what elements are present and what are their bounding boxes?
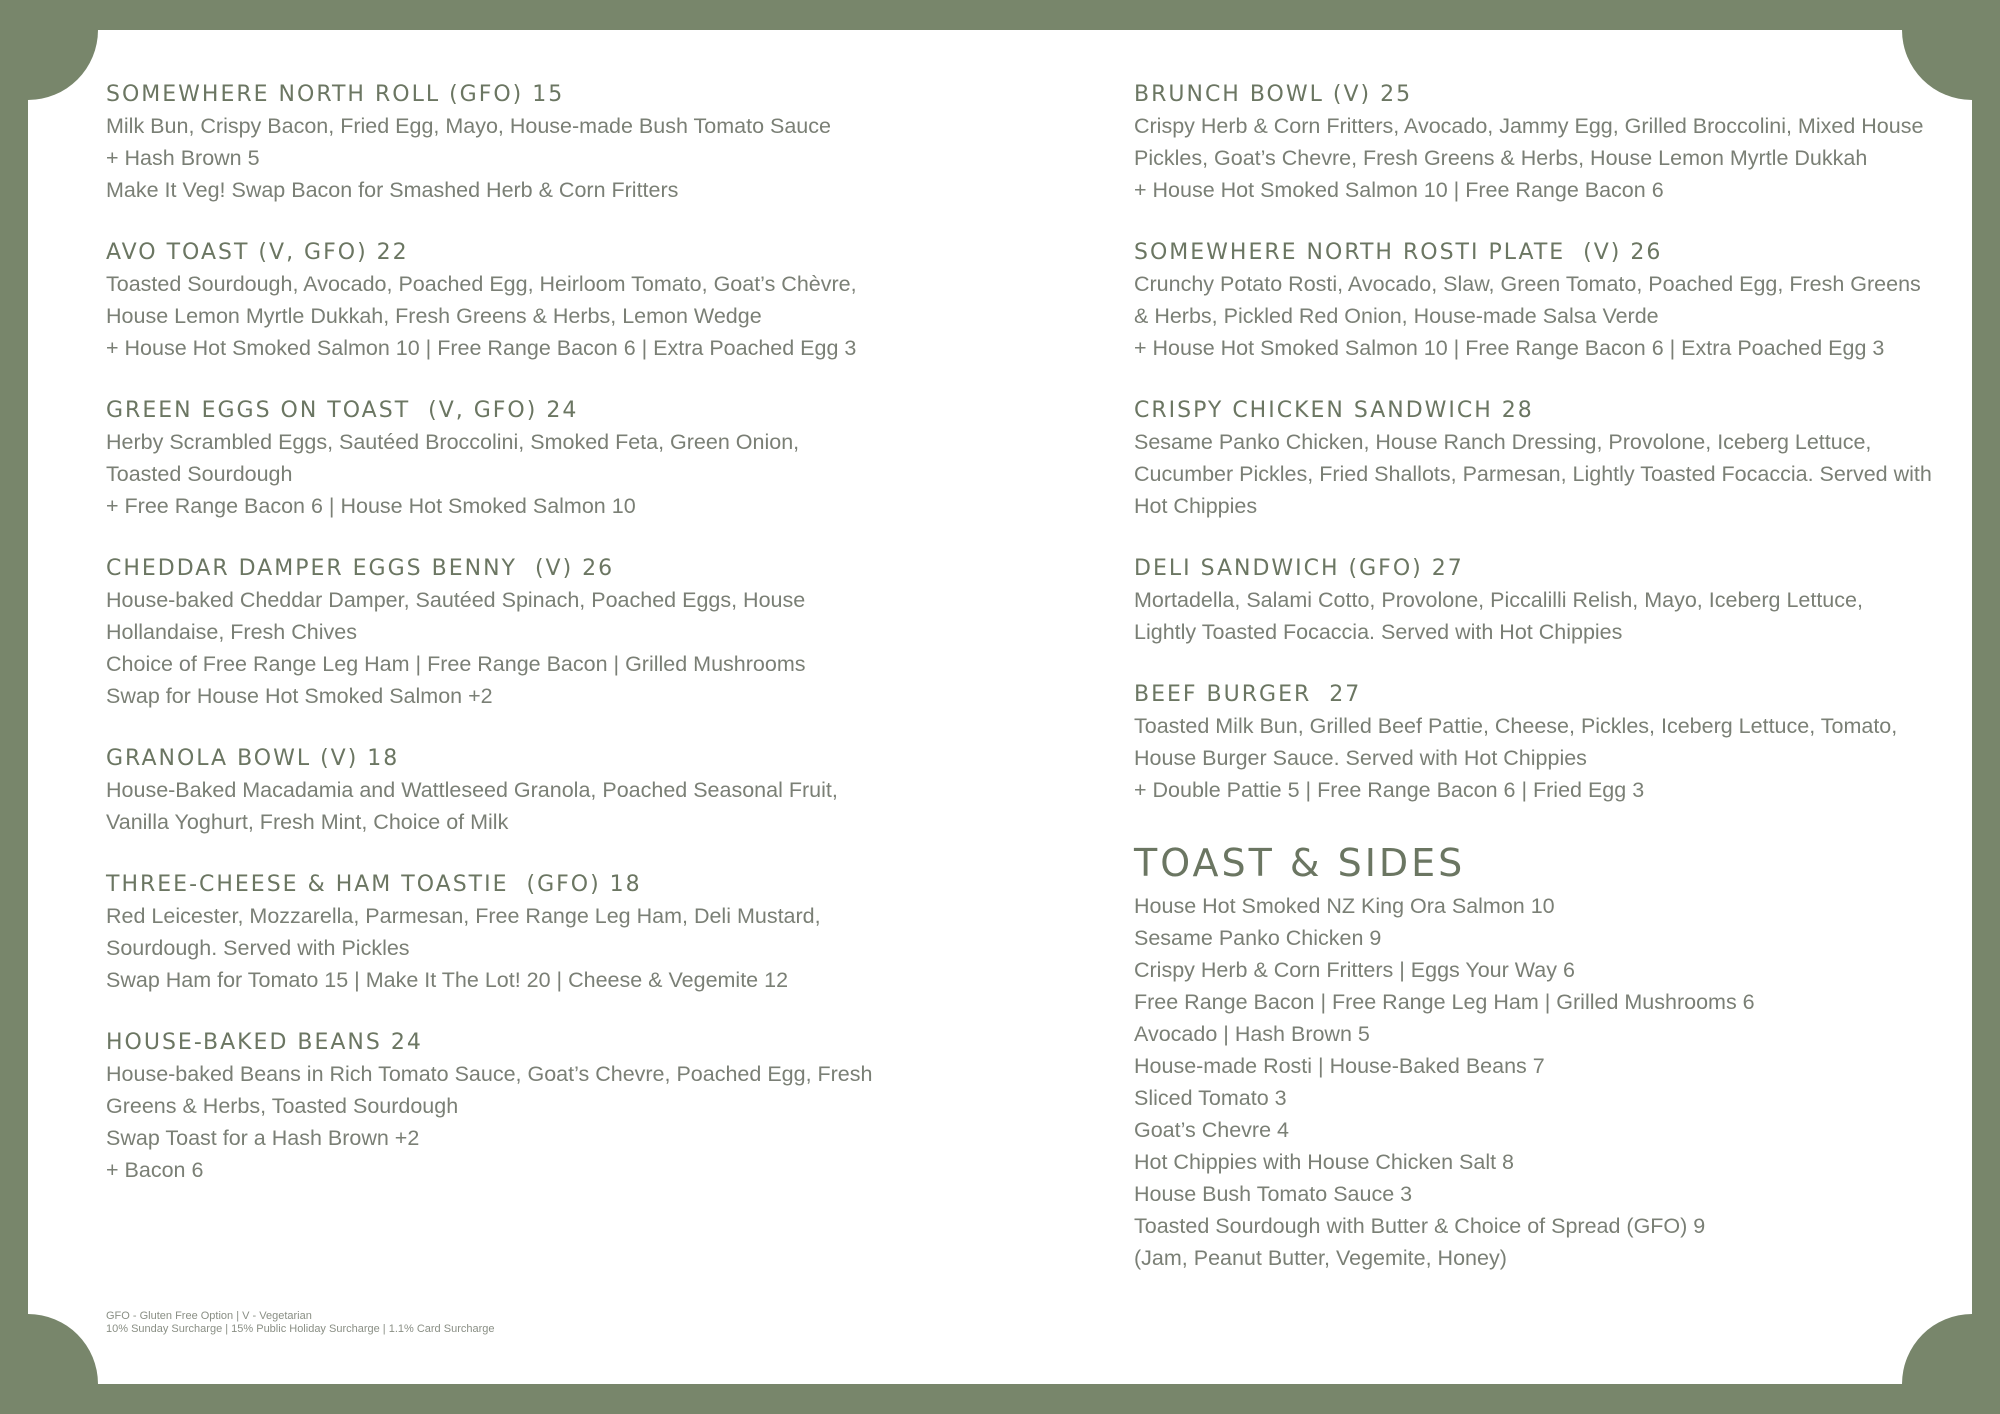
menu-item-description: Sourdough. Served with Pickles [106, 936, 410, 960]
menu-item-description: Swap Ham for Tomato 15 | Make It The Lot! 20 | Cheese & Vegemite 12 [106, 968, 789, 992]
sides-list [1134, 890, 1972, 1274]
section-title: TOAST & SIDES [1134, 841, 1466, 885]
side-item: Hot Chippies with House Chicken Salt 8 [1134, 1150, 1515, 1174]
menu-item-description: & Herbs, Pickled Red Onion, House-made Salsa Verde [1134, 304, 1659, 328]
menu-item-description: Hollandaise, Fresh Chives [106, 620, 357, 644]
menu-item-description: Greens & Herbs, Toasted Sourdough [106, 1094, 459, 1118]
menu-item-description: Herby Scrambled Eggs, Sautéed Broccolini, Smoked Feta, Green Onion, [106, 430, 800, 454]
corner-decoration [1902, 1314, 1972, 1384]
menu-item-description: House-baked Cheddar Damper, Sautéed Spinach, Poached Eggs, House [106, 588, 806, 612]
toast-and-sides-section [1134, 838, 1972, 1274]
menu-item-title: GREEN EGGS ON TOAST (V, GFO) 24 [106, 398, 579, 423]
menu-item [106, 744, 966, 838]
side-item: (Jam, Peanut Butter, Vegemite, Honey) [1134, 1246, 1507, 1270]
menu-item-title: GRANOLA BOWL (V) 18 [106, 746, 400, 771]
menu-item-title: THREE-CHEESE & HAM TOASTIE (GFO) 18 [106, 872, 642, 897]
menu-item-description: Milk Bun, Crispy Bacon, Fried Egg, Mayo, House-made Bush Tomato Sauce [106, 114, 831, 138]
menu-item-description: House Lemon Myrtle Dukkah, Fresh Greens & Herbs, Lemon Wedge [106, 304, 762, 328]
menu-item-description: + Hash Brown 5 [106, 146, 260, 170]
menu-item-description: + House Hot Smoked Salmon 10 | Free Range Bacon 6 | Extra Poached Egg 3 [1134, 336, 1885, 360]
right-menu-column [1134, 80, 1972, 1274]
menu-item [106, 554, 966, 712]
menu-item-title: BEEF BURGER 27 [1134, 682, 1362, 707]
menu-item-description: Choice of Free Range Leg Ham | Free Range Bacon | Grilled Mushrooms [106, 652, 806, 676]
menu-item-description: Vanilla Yoghurt, Fresh Mint, Choice of Milk [106, 810, 509, 834]
menu-item-title: DELI SANDWICH (GFO) 27 [1134, 556, 1464, 581]
menu-item-description: Crunchy Potato Rosti, Avocado, Slaw, Green Tomato, Poached Egg, Fresh Greens [1134, 272, 1921, 296]
side-item: Sesame Panko Chicken 9 [1134, 926, 1382, 950]
footnote-surcharges: 10% Sunday Surcharge | 15% Public Holiday Surcharge | 1.1% Card Surcharge [106, 1323, 495, 1335]
side-item: Goat’s Chevre 4 [1134, 1118, 1289, 1142]
menu-item-description: Red Leicester, Mozzarella, Parmesan, Free Range Leg Ham, Deli Mustard, [106, 904, 821, 928]
menu-item-description: Crispy Herb & Corn Fritters, Avocado, Jammy Egg, Grilled Broccolini, Mixed House [1134, 114, 1924, 138]
menu-item [106, 396, 966, 522]
corner-decoration [28, 1314, 98, 1384]
menu-item-description: + House Hot Smoked Salmon 10 | Free Range Bacon 6 | Extra Poached Egg 3 [106, 336, 857, 360]
menu-item [1134, 396, 1972, 522]
menu-item-description: Make It Veg! Swap Bacon for Smashed Herb & Corn Fritters [106, 178, 679, 202]
right-menu-items [1134, 80, 1972, 806]
menu-item-description: Swap Toast for a Hash Brown +2 [106, 1126, 420, 1150]
menu-item-title: AVO TOAST (V, GFO) 22 [106, 240, 409, 265]
side-item: House Bush Tomato Sauce 3 [1134, 1182, 1413, 1206]
menu-item-title: HOUSE-BAKED BEANS 24 [106, 1030, 423, 1055]
menu-item [106, 870, 966, 996]
side-item: Sliced Tomato 3 [1134, 1086, 1287, 1110]
menu-item-title: BRUNCH BOWL (V) 25 [1134, 82, 1413, 107]
corner-decoration [28, 30, 98, 100]
menu-item-title: SOMEWHERE NORTH ROSTI PLATE (V) 26 [1134, 240, 1663, 265]
menu-item-description: House-baked Beans in Rich Tomato Sauce, Goat’s Chevre, Poached Egg, Fresh [106, 1062, 873, 1086]
menu-item [1134, 238, 1972, 364]
menu-item-description: + Double Pattie 5 | Free Range Bacon 6 | Fried Egg 3 [1134, 778, 1645, 802]
side-item: Free Range Bacon | Free Range Leg Ham | Grilled Mushrooms 6 [1134, 990, 1755, 1014]
menu-item-description: + Free Range Bacon 6 | House Hot Smoked Salmon 10 [106, 494, 636, 518]
menu-item [106, 1028, 966, 1186]
menu-item-description: Toasted Milk Bun, Grilled Beef Pattie, Cheese, Pickles, Iceberg Lettuce, Tomato, [1134, 714, 1898, 738]
menu-item-description: Toasted Sourdough [106, 462, 293, 486]
menu-item-description: Toasted Sourdough, Avocado, Poached Egg, Heirloom Tomato, Goat’s Chèvre, [106, 272, 857, 296]
menu-item-description: + House Hot Smoked Salmon 10 | Free Range Bacon 6 [1134, 178, 1664, 202]
left-menu-column [106, 80, 966, 1218]
menu-page [28, 30, 1972, 1384]
menu-item [1134, 680, 1972, 806]
menu-item-description: Cucumber Pickles, Fried Shallots, Parmesan, Lightly Toasted Focaccia. Served with [1134, 462, 1932, 486]
menu-item-title: CHEDDAR DAMPER EGGS BENNY (V) 26 [106, 556, 615, 581]
menu-item [106, 238, 966, 364]
menu-item [1134, 554, 1972, 648]
side-item: Avocado | Hash Brown 5 [1134, 1022, 1370, 1046]
menu-item-description: House Burger Sauce. Served with Hot Chippies [1134, 746, 1587, 770]
footnote-legend: GFO - Gluten Free Option | V - Vegetarian [106, 1310, 312, 1322]
menu-item-title: CRISPY CHICKEN SANDWICH 28 [1134, 398, 1534, 423]
menu-item-description: Hot Chippies [1134, 494, 1258, 518]
menu-item-title: SOMEWHERE NORTH ROLL (GFO) 15 [106, 82, 565, 107]
menu-item-description: Lightly Toasted Focaccia. Served with Hot Chippies [1134, 620, 1623, 644]
menu-item [1134, 80, 1972, 206]
menu-item-description: Sesame Panko Chicken, House Ranch Dressing, Provolone, Iceberg Lettuce, [1134, 430, 1872, 454]
side-item: Crispy Herb & Corn Fritters | Eggs Your Way 6 [1134, 958, 1575, 982]
footnote [106, 1310, 495, 1336]
menu-item-description: Swap for House Hot Smoked Salmon +2 [106, 684, 493, 708]
menu-item-description: + Bacon 6 [106, 1158, 204, 1182]
menu-item-description: Mortadella, Salami Cotto, Provolone, Piccalilli Relish, Mayo, Iceberg Lettuce, [1134, 588, 1863, 612]
side-item: House-made Rosti | House-Baked Beans 7 [1134, 1054, 1545, 1078]
menu-item-description: House-Baked Macadamia and Wattleseed Granola, Poached Seasonal Fruit, [106, 778, 838, 802]
menu-item-description: Pickles, Goat’s Chevre, Fresh Greens & Herbs, House Lemon Myrtle Dukkah [1134, 146, 1868, 170]
side-item: Toasted Sourdough with Butter & Choice of Spread (GFO) 9 [1134, 1214, 1706, 1238]
menu-item [106, 80, 966, 206]
side-item: House Hot Smoked NZ King Ora Salmon 10 [1134, 894, 1555, 918]
